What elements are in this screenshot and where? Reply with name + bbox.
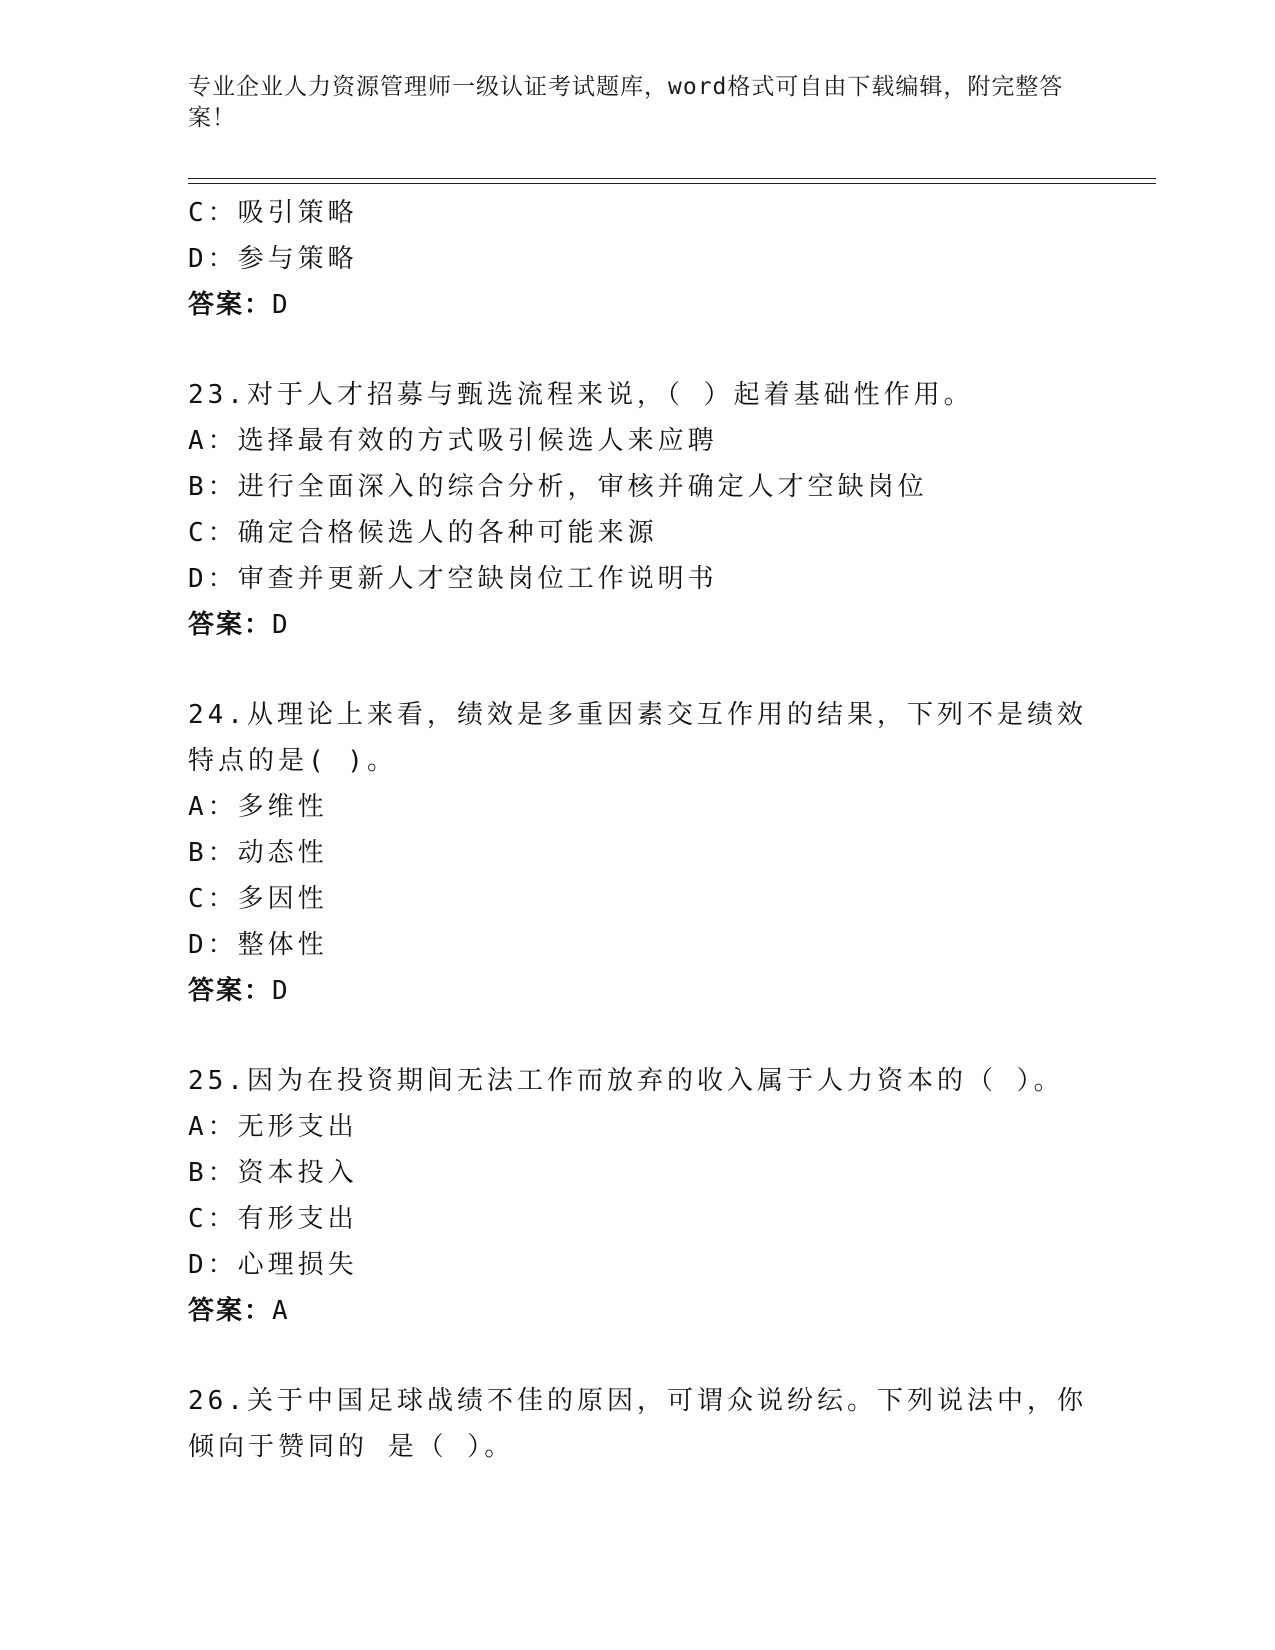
document-content — [188, 190, 1088, 1470]
option-a: A：无形支出 — [188, 1112, 358, 1142]
option-a: A：多维性 — [188, 792, 328, 822]
answer-value: D — [272, 290, 289, 320]
spacer — [188, 648, 1088, 692]
question-25 — [188, 1058, 1088, 1334]
answer-line — [188, 1288, 1088, 1334]
answer-line — [188, 968, 1088, 1014]
option-b: B：动态性 — [188, 838, 328, 868]
question-stem: 24.从理论上来看，绩效是多重因素交互作用的结果，下列不是绩效特点的是( )。 — [188, 700, 1087, 776]
answer-label: 答案： — [188, 1296, 273, 1326]
answer-label: 答案： — [188, 610, 273, 640]
option-c: C：有形支出 — [188, 1204, 358, 1234]
option-d: D：审查并更新人才空缺岗位工作说明书 — [188, 564, 718, 594]
option-d: D：整体性 — [188, 930, 328, 960]
option-b: B：进行全面深入的综合分析，审核并确定人才空缺岗位 — [188, 472, 928, 502]
header-rule-bottom — [188, 183, 1156, 184]
option-d: D：心理损失 — [188, 1250, 358, 1280]
answer-value: A — [272, 1296, 289, 1326]
option-d: D：参与策略 — [188, 244, 358, 274]
question-24 — [188, 692, 1088, 1014]
answer-value: D — [272, 976, 289, 1006]
answer-value: D — [272, 610, 289, 640]
header-rule-top — [188, 178, 1156, 179]
question-26 — [188, 1378, 1088, 1470]
option-a: A：选择最有效的方式吸引候选人来应聘 — [188, 426, 718, 456]
spacer — [188, 1014, 1088, 1058]
question-stem: 25.因为在投资期间无法工作而放弃的收入属于人力资本的（ ）。 — [188, 1066, 1064, 1096]
spacer — [188, 328, 1088, 372]
answer-label: 答案： — [188, 976, 273, 1006]
answer-line — [188, 282, 1088, 328]
pre-question-block — [188, 190, 1088, 328]
question-stem: 23.对于人才招募与甄选流程来说，（ ）起着基础性作用。 — [188, 380, 974, 410]
option-c: C：确定合格候选人的各种可能来源 — [188, 518, 658, 548]
page-header: 专业企业人力资源管理师一级认证考试题库，word格式可自由下载编辑，附完整答案！ — [188, 74, 1064, 131]
question-stem: 26.关于中国足球战绩不佳的原因，可谓众说纷纭。下列说法中，你倾向于赞同的 是（ ）。 — [188, 1386, 1087, 1462]
option-c: C：吸引策略 — [188, 198, 358, 228]
answer-label: 答案： — [188, 290, 273, 320]
question-23 — [188, 372, 1088, 648]
spacer — [188, 1334, 1088, 1378]
option-b: B：资本投入 — [188, 1158, 358, 1188]
option-c: C：多因性 — [188, 884, 328, 914]
answer-line — [188, 602, 1088, 648]
